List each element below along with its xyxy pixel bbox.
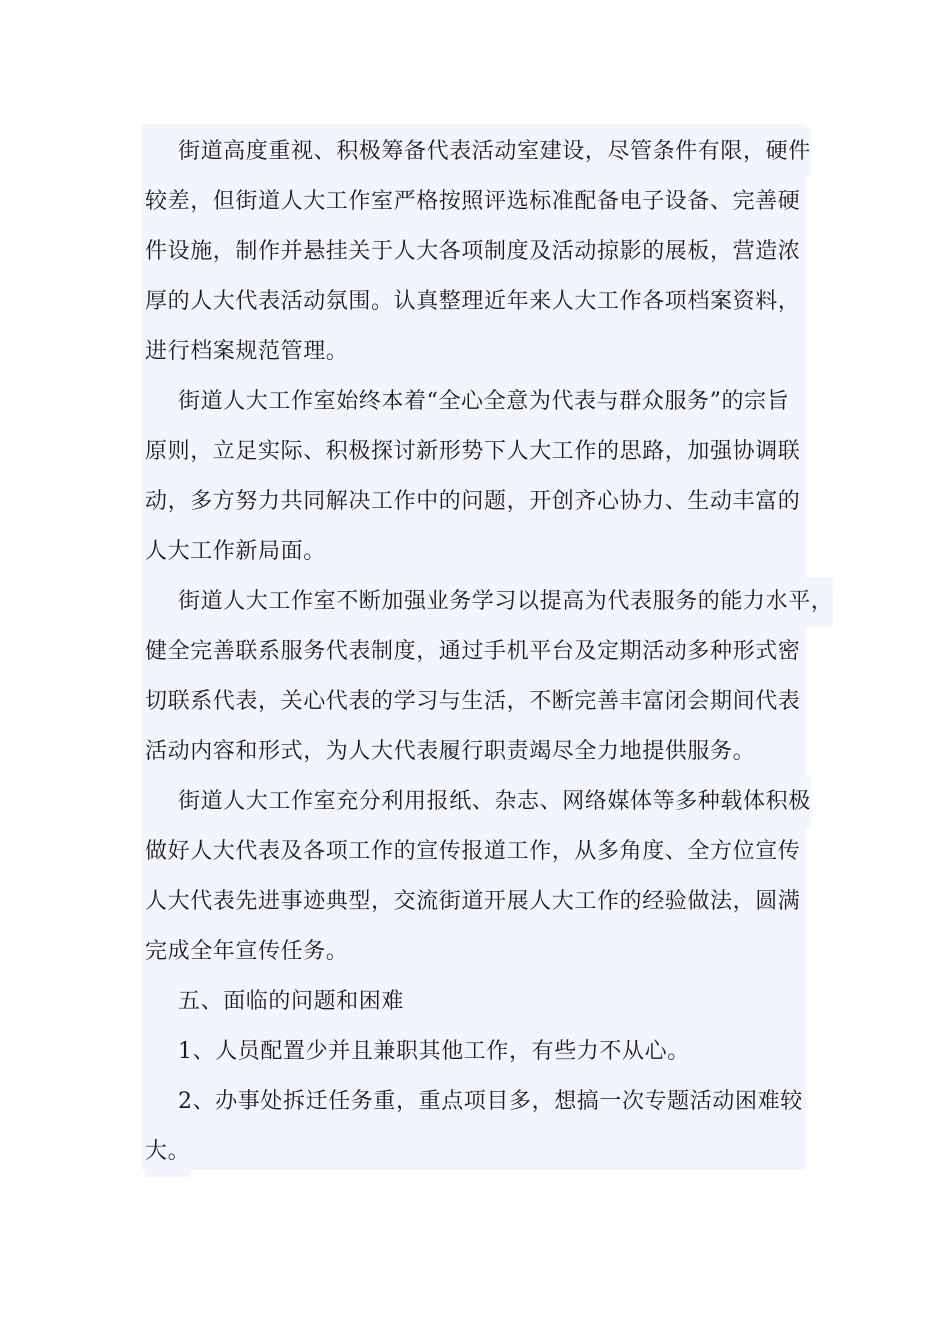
paragraph-4-line-1: 街道人大工作室充分利用报纸、杂志、网络媒体等多种载体积极 [178, 777, 811, 827]
paragraph-1-line-2: 较差，但街道人大工作室严格按照评选标准配备电子设备、完善硬 [145, 177, 800, 227]
paragraph-1-line-4: 厚的人大代表活动氛围。认真整理近年来人大工作各项档案资料， [145, 277, 800, 327]
paragraph-2-line-4: 人大工作新局面。 [145, 527, 326, 577]
list-item-2-line-2: 大。 [145, 1127, 190, 1177]
paragraph-3-line-1: 街道人大工作室不断加强业务学习以提高为代表服务的能力水平， [178, 577, 833, 627]
paragraph-1-line-1: 街道高度重视、积极筹备代表活动室建设，尽管条件有限，硬件 [178, 127, 811, 177]
list-item-2-line-1: 2、办事处拆迁任务重，重点项目多，想搞一次专题活动困难较 [178, 1077, 803, 1127]
paragraph-1-line-5: 进行档案规范管理。 [145, 327, 348, 377]
paragraph-3-line-2: 健全完善联系服务代表制度，通过手机平台及定期活动多种形式密 [145, 627, 800, 677]
paragraph-1-line-3: 件设施，制作并悬挂关于人大各项制度及活动掠影的展板，营造浓 [145, 227, 800, 277]
list-item-1: 1、人员配置少并且兼职其他工作，有些力不从心。 [178, 1027, 690, 1077]
paragraph-4-line-4: 完成全年宣传任务。 [145, 927, 348, 977]
paragraph-4-line-2: 做好人大代表及各项工作的宣传报道工作，从多角度、全方位宣传 [145, 827, 800, 877]
section-heading: 五、面临的问题和困难 [178, 977, 404, 1027]
paragraph-3-line-4: 活动内容和形式，为人大代表履行职责竭尽全力地提供服务。 [145, 727, 755, 777]
paragraph-2-line-3: 动，多方努力共同解决工作中的问题，开创齐心协力、生动丰富的 [145, 477, 800, 527]
paragraph-2-line-1: 街道人大工作室始终本着“全心全意为代表与群众服务”的宗旨 [178, 377, 789, 427]
paragraph-4-line-3: 人大代表先进事迹典型，交流街道开展人大工作的经验做法，圆满 [145, 877, 800, 927]
paragraph-2-line-2: 原则，立足实际、积极探讨新形势下人大工作的思路，加强协调联 [145, 427, 800, 477]
paragraph-3-line-3: 切联系代表，关心代表的学习与生活，不断完善丰富闭会期间代表 [145, 677, 800, 727]
